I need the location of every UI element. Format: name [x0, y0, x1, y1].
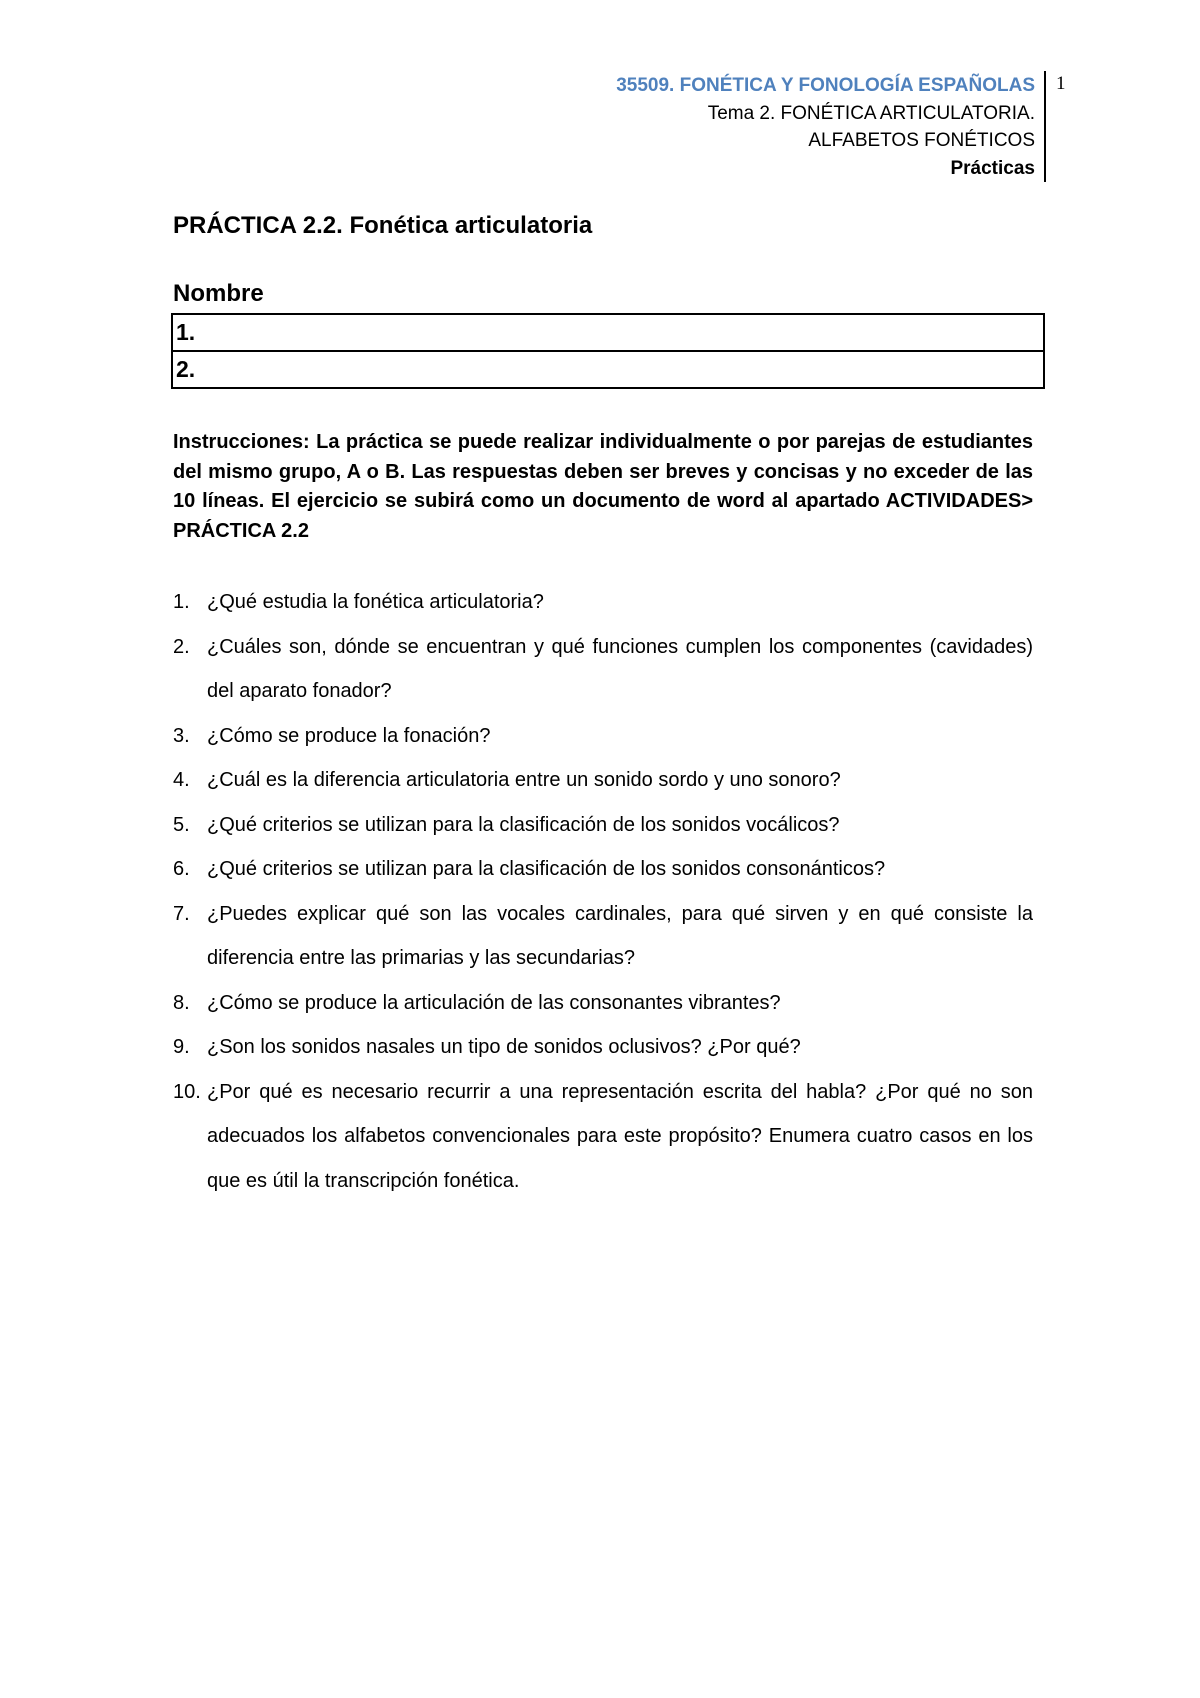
question-text: ¿Qué estudia la fonética articulatoria? [207, 591, 544, 613]
page-header [616, 72, 1035, 182]
list-item [173, 1070, 1033, 1204]
list-item [173, 625, 1033, 714]
question-text: ¿Por qué es necesario recurrir a una representación escrita del habla? ¿Por qué no son adecuados los alfabetos convencionales para este propósito? Enumera cuatro casos en los que es útil la transcripción fonética. [207, 1080, 1033, 1192]
list-item [173, 758, 1033, 803]
question-number: 7. [173, 902, 190, 925]
question-number: 3. [173, 724, 190, 747]
course-title: 35509. FONÉTICA Y FONOLOGÍA ESPAÑOLAS [616, 75, 1035, 96]
name-row-1[interactable]: 1. [172, 314, 1044, 351]
question-text: ¿Puedes explicar qué son las vocales cardinales, para qué sirven y en qué consiste la diferencia entre las primarias y las secundarias? [207, 902, 1033, 969]
section-label: Prácticas [950, 157, 1035, 179]
question-text: ¿Son los sonidos nasales un tipo de sonidos oclusivos? ¿Por qué? [207, 1036, 801, 1058]
question-number: 1. [173, 591, 190, 613]
list-item [173, 1025, 1033, 1070]
question-text: ¿Qué criterios se utilizan para la clasificación de los sonidos consonánticos? [207, 858, 886, 880]
table-row [172, 314, 1044, 351]
list-item [173, 847, 1033, 892]
question-text: ¿Cómo se produce la articulación de las consonantes vibrantes? [207, 991, 781, 1014]
list-item [173, 981, 1033, 1026]
name-label: Nombre [173, 280, 264, 307]
instructions-paragraph: Instrucciones: La práctica se puede realizar individualmente o por parejas de estudiantes del mismo grupo, A o B. Las respuestas deben ser breves y concisas y no exceder de las 10 líneas. El ejercicio se subirá como un documento de word al apartado ACTIVIDADES> PRÁCTICA 2.2 [173, 431, 1033, 542]
questions-list [173, 580, 1033, 1203]
header-divider [1044, 71, 1046, 182]
question-number: 5. [173, 813, 190, 836]
question-number: 10. [173, 1080, 201, 1103]
name-row-2[interactable]: 2. [172, 351, 1044, 388]
topic-line-1: Tema 2. FONÉTICA ARTICULATORIA. [707, 102, 1035, 124]
question-text: ¿Qué criterios se utilizan para la clasificación de los sonidos vocálicos? [207, 813, 840, 836]
question-text: ¿Cuáles son, dónde se encuentran y qué funciones cumplen los componentes (cavidades) del aparato fonador? [207, 635, 1033, 702]
question-number: 4. [173, 769, 190, 791]
list-item [173, 580, 1033, 625]
list-item [173, 892, 1033, 981]
list-item [173, 714, 1033, 759]
topic-line-2: ALFABETOS FONÉTICOS [808, 130, 1035, 151]
question-text: ¿Cómo se produce la fonación? [207, 724, 491, 747]
question-number: 8. [173, 991, 190, 1014]
question-number: 2. [173, 635, 190, 658]
page-title: PRÁCTICA 2.2. Fonética articulatoria [173, 212, 593, 239]
page-number: 1 [1056, 73, 1066, 94]
name-table [171, 313, 1045, 389]
question-number: 6. [173, 858, 190, 880]
list-item [173, 803, 1033, 848]
table-row [172, 351, 1044, 388]
question-number: 9. [173, 1036, 190, 1058]
question-text: ¿Cuál es la diferencia articulatoria entre un sonido sordo y uno sonoro? [207, 769, 841, 791]
